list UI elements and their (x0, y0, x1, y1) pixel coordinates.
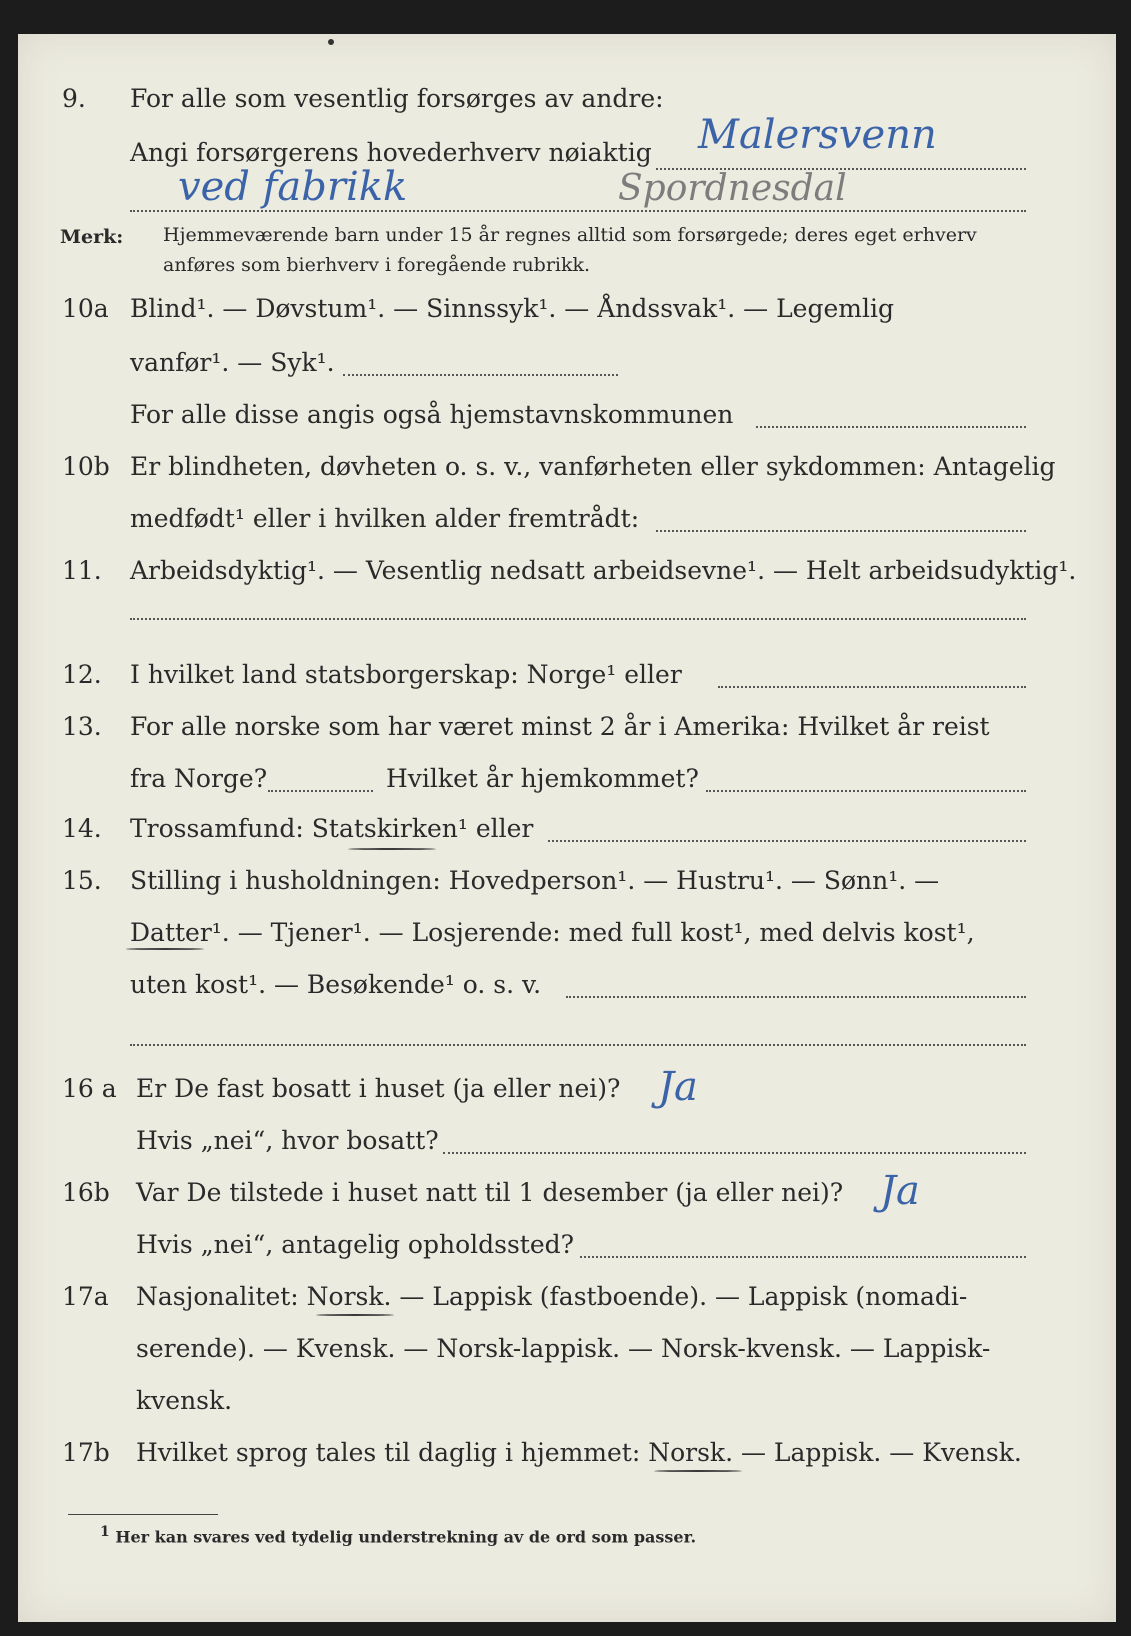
q12-line1: I hvilket land statsborgerskap: Norge¹ eller (130, 660, 682, 689)
q16a-line1: Er De fast bosatt i huset (ja eller nei)? (136, 1074, 621, 1103)
q16a-number: 16 a (62, 1074, 117, 1103)
q10b-line2: medfødt¹ eller i hvilken alder fremtrådt: (130, 504, 640, 533)
merk-line1: Hjemmeværende barn under 15 år regnes alltid som forsørgede; deres eget erhverv (163, 224, 977, 246)
q16a-handwritten-answer: Ja (658, 1064, 698, 1110)
q9-handwritten-workplace: ved fabrikk (178, 164, 408, 210)
q9-handwritten-occupation: Malersvenn (698, 112, 937, 158)
merk-label: Merk: (60, 226, 124, 248)
q16a-line2: Hvis „nei“, hvor bosatt? (136, 1126, 439, 1155)
q12-fill-line (718, 686, 1026, 688)
census-form-page (18, 34, 1116, 1622)
q13-line2b: Hvilket år hjemkommet? (386, 764, 699, 793)
q10a-line3: For alle disse angis også hjemstavnskommunen (130, 400, 734, 429)
q11-fill-line (130, 618, 1026, 620)
q10a-number: 10a (62, 294, 109, 323)
q16b-handwritten-answer: Ja (880, 1168, 920, 1214)
q17a-line1: Nasjonalitet: Norsk. — Lappisk (fastboende). — Lappisk (nomadi- (136, 1282, 968, 1311)
q15-number: 15. (62, 866, 102, 895)
q10a-fill-line3 (756, 426, 1026, 428)
q14-number: 14. (62, 814, 102, 843)
q9-number: 9. (62, 84, 86, 113)
q9-handwritten-gray-note: Spordnesdal (618, 168, 847, 209)
q9-line2: Angi forsørgerens hovederhverv nøiaktig (130, 138, 652, 167)
q16b-line1: Var De tilstede i huset natt til 1 desember (ja eller nei)? (136, 1178, 844, 1207)
q10b-number: 10b (62, 452, 110, 481)
q10a-line1: Blind¹. — Døvstum¹. — Sinnssyk¹. — Åndssvak¹. — Legemlig (130, 294, 894, 323)
footnote (100, 1524, 696, 1546)
q16b-line2: Hvis „nei“, antagelig opholdssted? (136, 1230, 575, 1259)
q13-fill-year-returned (706, 790, 1026, 792)
q13-line1: For alle norske som har været minst 2 år i Amerika: Hvilket år reist (130, 712, 990, 741)
footnote-mark: 1 (100, 1524, 110, 1540)
q13-number: 13. (62, 712, 102, 741)
q16a-fill-line2 (443, 1152, 1026, 1154)
q15-underline-datter (126, 948, 204, 950)
footnote-rule (68, 1514, 218, 1515)
merk-line2: anføres som bierhverv i foregående rubrikk. (163, 254, 591, 276)
q17b-underline-norsk (654, 1470, 742, 1472)
q14-line1: Trossamfund: Statskirken¹ eller (130, 814, 534, 843)
q10a-line2: vanfør¹. — Syk¹. (130, 348, 335, 377)
footnote-text: Her kan svares ved tydelig understrekning av de ord som passer. (115, 1527, 697, 1547)
q16b-number: 16b (62, 1178, 110, 1207)
q10b-line1: Er blindheten, døvheten o. s. v., vanførheten eller sykdommen: Antagelig (130, 452, 1056, 481)
q14-fill-line (548, 840, 1026, 842)
q14-underline-statskirken (348, 848, 436, 850)
q17b-number: 17b (62, 1438, 110, 1467)
q15-fill-line3 (566, 996, 1026, 998)
q10b-fill-line2 (656, 530, 1026, 532)
q17b-line1: Hvilket sprog tales til daglig i hjemmet: Norsk. — Lappisk. — Kvensk. (136, 1438, 1022, 1467)
q11-number: 11. (62, 556, 102, 585)
q15-line3: uten kost¹. — Besøkende¹ o. s. v. (130, 970, 542, 999)
q13-line2a: fra Norge? (130, 764, 268, 793)
q10a-fill-line2 (343, 374, 618, 376)
q13-fill-year-left (268, 790, 373, 792)
q15-line1: Stilling i husholdningen: Hovedperson¹. — Hustru¹. — Sønn¹. — (130, 866, 940, 895)
q17a-line3: kvensk. (136, 1386, 233, 1415)
q12-number: 12. (62, 660, 102, 689)
q16b-fill-line2 (580, 1256, 1026, 1258)
q17a-underline-norsk (316, 1314, 394, 1316)
q9-fill-line2 (130, 210, 1026, 212)
q17a-line2: serende). — Kvensk. — Norsk-lappisk. — Norsk-kvensk. — Lappisk- (136, 1334, 991, 1363)
q15-line2: Datter¹. — Tjener¹. — Losjerende: med full kost¹, med delvis kost¹, (130, 918, 975, 947)
q9-line1: For alle som vesentlig forsørges av andre: (130, 84, 664, 113)
ink-dot (328, 39, 334, 45)
q17a-number: 17a (62, 1282, 109, 1311)
q15-fill-line4 (130, 1044, 1026, 1046)
q11-line1: Arbeidsdyktig¹. — Vesentlig nedsatt arbeidsevne¹. — Helt arbeidsudyktig¹. (130, 556, 1077, 585)
